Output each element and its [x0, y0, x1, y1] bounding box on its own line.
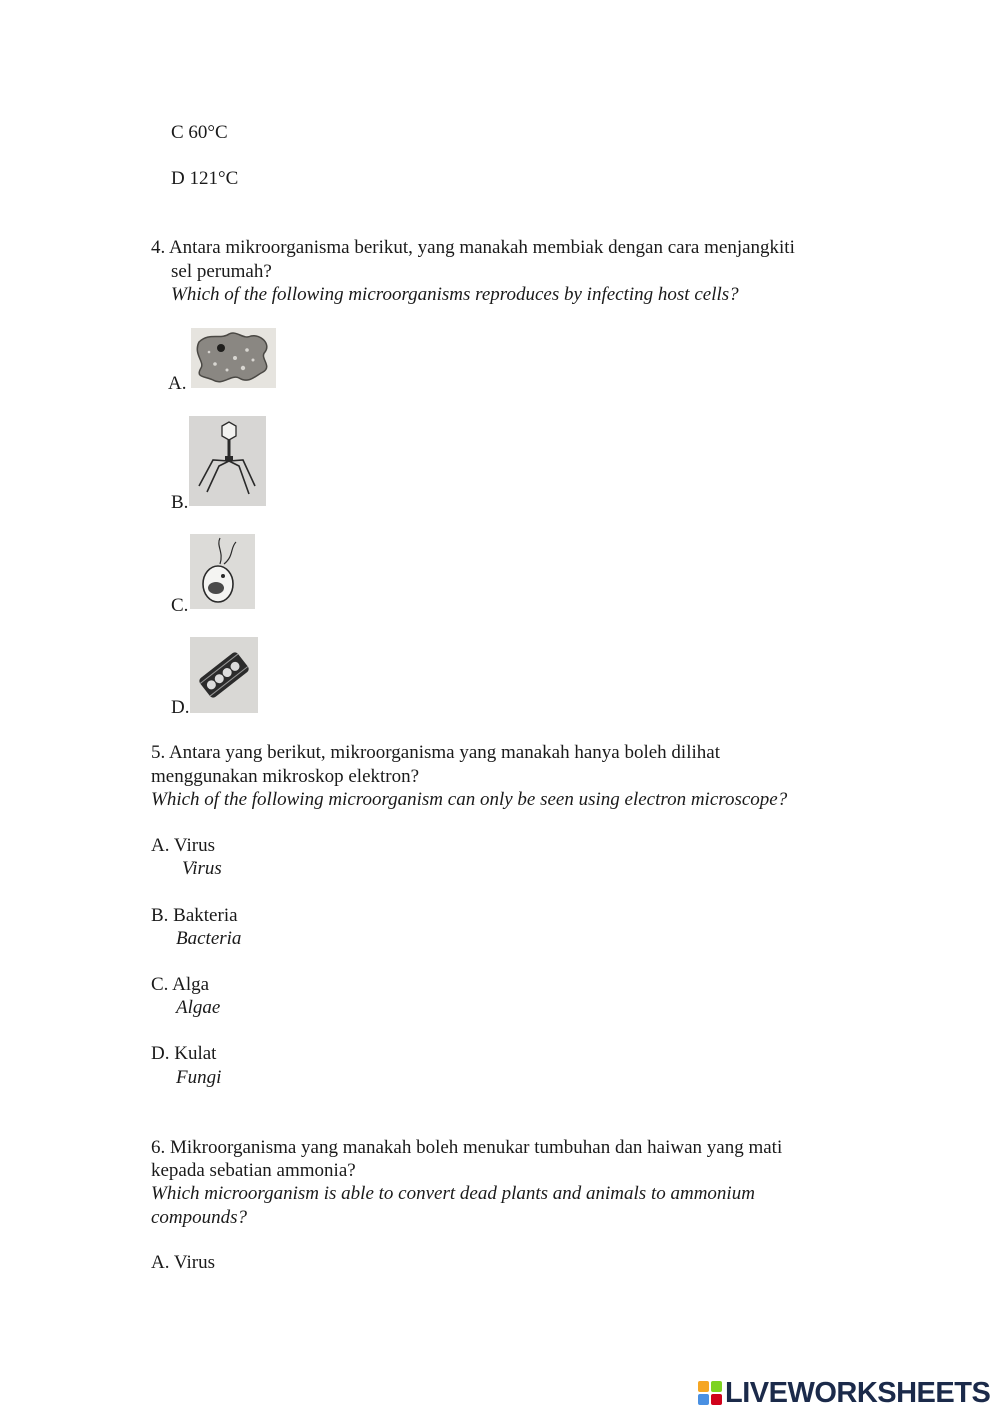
liveworksheets-logo[interactable]: [697, 1377, 997, 1409]
q5-question-ms-line2: menggunakan mikroskop elektron?: [151, 766, 420, 787]
q5-question-en: Which of the following microorganism can only be seen using electron microscope?: [151, 789, 788, 810]
bacteriophage-image: [189, 416, 266, 506]
q6-question-en-line2: compounds?: [151, 1207, 248, 1228]
q5-option-c-ms: C. Alga: [151, 974, 210, 995]
q5-option-d-en: Fungi: [176, 1067, 222, 1088]
q4-option-d-label: D.: [171, 697, 190, 718]
amoeba-image: [191, 328, 276, 388]
flagellate-image: [190, 534, 255, 609]
q4-option-c-label: C.: [171, 595, 189, 616]
q4-question-ms-line2: sel perumah?: [171, 261, 272, 282]
q6-question-ms-line1: 6. Mikroorganisma yang manakah boleh menukar tumbuhan dan haiwan yang mati: [151, 1137, 783, 1158]
q6-option-a: A. Virus: [151, 1252, 215, 1273]
q5-option-a-en: Virus: [182, 858, 222, 879]
q4-question-ms-line1: 4. Antara mikroorganisma berikut, yang manakah membiak dengan cara menjangkiti: [151, 237, 795, 258]
liveworksheets-brand-text: LIVEWORKSHEETS: [725, 1377, 991, 1409]
q5-option-b-ms: B. Bakteria: [151, 905, 238, 926]
q4-option-b-label: B.: [171, 492, 189, 513]
q6-question-ms-line2: kepada sebatian ammonia?: [151, 1160, 356, 1181]
diatom-image: [190, 637, 258, 713]
q3-option-d: D 121°C: [171, 168, 239, 189]
q5-option-c-en: Algae: [176, 997, 221, 1018]
liveworksheets-logo-icon: [697, 1380, 723, 1406]
q4-option-a-label: A.: [168, 373, 187, 394]
q6-question-en-line1: Which microorganism is able to convert dead plants and animals to ammonium: [151, 1183, 755, 1204]
q4-question-en: Which of the following microorganisms reproduces by infecting host cells?: [171, 284, 739, 305]
q5-question-ms-line1: 5. Antara yang berikut, mikroorganisma yang manakah hanya boleh dilihat: [151, 742, 720, 763]
q5-option-a-ms: A. Virus: [151, 835, 215, 856]
q5-option-b-en: Bacteria: [176, 928, 242, 949]
q3-option-c: C 60°C: [171, 122, 228, 143]
q5-option-d-ms: D. Kulat: [151, 1043, 217, 1064]
